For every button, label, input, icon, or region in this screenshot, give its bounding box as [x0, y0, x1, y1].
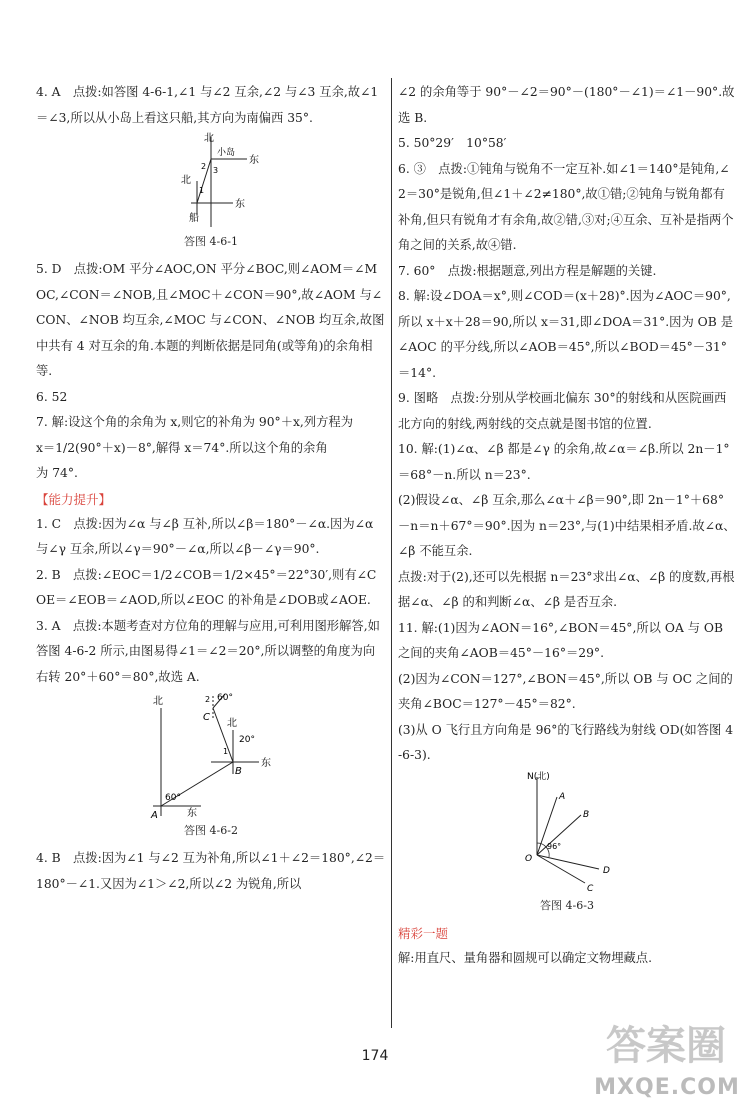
- column-divider: [391, 78, 392, 1028]
- answer-r11-part1: 11. 解:(1)因为∠AON＝16°,∠BON＝45°,所以 OA 与 OB 之间的夹角∠AOB＝45°－16°＝29°.: [398, 620, 724, 660]
- fig3-point-a: A: [559, 791, 566, 802]
- answer-4-continued: ∠2 的余角等于 90°－∠2＝90°－(180°－∠1)＝∠1－90°.故选 B.: [398, 85, 735, 125]
- fig2-point-a: A: [151, 810, 158, 820]
- fig1-north-top: 北: [204, 133, 214, 144]
- answer-r11-part3: (3)从 O 飞行且方向角是 96°的飞行路线为射线 OD(如答图 4-6-3).: [398, 722, 734, 762]
- fig1-ship: 船: [189, 213, 199, 224]
- answer-r10-part2: (2)假设∠α、∠β 互余,那么∠α＋∠β＝90°,即 2n－1°＋68°－n＝n＋67°＝90°.因为 n＝23°,与(1)中结果相矛盾.故∠α、∠β 不能互余.: [398, 493, 736, 558]
- fig3-point-d: D: [603, 865, 610, 876]
- answer-r10-hint: 点拨:对于(2),还可以先根据 n＝23°求出∠α、∠β 的度数,再根据∠α、∠β 的和判断∠α、∠β 是否互余.: [398, 569, 735, 609]
- right-column: [398, 80, 736, 971]
- fig1-angle-1: 1: [199, 186, 205, 195]
- fig2-angle20: 20°: [239, 735, 255, 745]
- fig1-angle-3: 3: [213, 166, 219, 175]
- answer-r6: 6. ③ 点拨:①钝角与锐角不一定互补.如∠1＝140°是钝角,∠2＝30°是锐角,但∠1＋∠2≠180°,故①错;②钝角与锐角都有补角,但只有锐角才有余角,故②错,③对;④互余、互补是指两个角之间的关系,故④错.: [398, 161, 734, 252]
- ability-answer-2: 2. B 点拨:∠EOC＝1/2∠COB＝1/2×45°＝22°30′,则有∠COE＝∠EOB＝∠AOD,所以∠EOC 的补角是∠DOB或∠AOE.: [36, 567, 377, 607]
- fig3-point-b: B: [583, 809, 590, 820]
- fig1-island: 小岛: [217, 148, 236, 158]
- fig3-point-o: O: [525, 853, 533, 864]
- answer-r5: 5. 50°29′ 10°58′: [398, 136, 507, 150]
- figure-4-6-3: [507, 769, 627, 895]
- fig2-caption: 答图 4-6-2: [184, 824, 238, 837]
- ability-answer-1: 1. C 点拨:因为∠α 与∠β 互补,所以∠β＝180°－∠α.因为∠α 与∠γ 互余,所以∠γ＝90°－∠α,所以∠β－∠γ＝90°.: [36, 516, 374, 556]
- answer-r9: 9. 图略 点拨:分别从学校画北偏东 30°的射线和从医院画西北方向的射线,两射线的交点就是图书馆的位置.: [398, 391, 727, 431]
- answer-r8: 8. 解:设∠DOA＝x°,则∠COD＝(x＋28)°.因为∠AOC＝90°,所以 x＋x＋28＝90,所以 x＝31,即∠DOA＝31°.因为 OB 是∠AOC 的平分线,所以∠AOB＝45°,所以∠BOD＝45°－31°＝14°.: [398, 289, 734, 380]
- answer-7-line2: x＝1/2(90°＋x)－8°,解得 x＝74°.所以这个角的余角: [36, 440, 328, 455]
- fig1-north-left: 北: [181, 175, 191, 186]
- fig3-ray-c: [537, 855, 585, 883]
- fig1-angle-2: 2: [201, 162, 207, 171]
- fig2-angle-1: 1: [223, 747, 229, 756]
- fig2-north-a-label: 北: [153, 696, 163, 707]
- highlight-answer: 解:用直尺、量角器和圆规可以确定文物埋藏点.: [398, 950, 652, 965]
- ability-answer-3: 3. A 点拨:本题考查对方位角的理解与应用,可利用图形解答,如答图 4-6-2 所示,由图易得∠1＝∠2＝20°,所以调整的角度为向右转 20°＋60°＝80°,故选 A.: [36, 618, 380, 684]
- fig1-east-bottom: 东: [235, 199, 245, 210]
- answer-4a: 4. A 点拨:如答图 4-6-1,∠1 与∠2 互余,∠2 与∠3 互余,故∠1＝∠3,所以从小岛上看这只船,其方向为南偏西 35°.: [36, 85, 379, 125]
- answer-r7: 7. 60° 点拨:根据题意,列出方程是解题的关键.: [398, 263, 657, 278]
- fig2-north-b-label: 北: [227, 718, 237, 729]
- fig2-point-c: C: [203, 712, 210, 723]
- figure-4-6-1: [151, 131, 271, 231]
- answer-5: 5. D 点拨:OM 平分∠AOC,ON 平分∠BOC,则∠AOM＝∠MOC,∠CON＝∠NOB,且∠MOC＋∠CON＝90°,故∠AOM 与∠CON、∠NOB 均互余,∠MOC 与∠CON、∠NOB 均互余,故图中共有 4 对互余的角.本题的判断依据是同角(或等角)的余角相等.: [36, 262, 385, 378]
- fig2-angle60-a: 60°: [165, 793, 181, 803]
- page-number: 174: [361, 1048, 389, 1064]
- watermark-site: MXQE.COM: [594, 1075, 740, 1100]
- fig2-point-b: B: [235, 766, 242, 777]
- watermark-top-text: 答案圈: [606, 1023, 726, 1069]
- answer-7-line3: 为 74°.: [36, 466, 78, 480]
- figure-4-6-2: [131, 690, 291, 820]
- fig3-caption: 答图 4-6-3: [540, 898, 594, 912]
- watermark-logo: [592, 1010, 742, 1100]
- section-highlight: 精彩一题: [398, 925, 449, 941]
- answer-7-line1: 7. 解:设这个角的余角为 x,则它的补角为 90°＋x,列方程为: [36, 415, 354, 429]
- fig3-ray-d: [537, 855, 599, 869]
- ability-answer-4: 4. B 点拨:因为∠1 与∠2 互为补角,所以∠1＋∠2＝180°,∠2＝180°－∠1.又因为∠1＞∠2,所以∠2 为锐角,所以: [36, 851, 386, 891]
- answer-r11-part2: (2)因为∠CON＝127°,∠BON＝45°,所以 OB 与 OC 之间的夹角∠BOC＝127°－45°＝82°.: [398, 671, 733, 711]
- fig3-angle: 96°: [547, 841, 562, 851]
- left-column: [36, 80, 386, 897]
- fig2-angle-2: 2: [205, 695, 211, 704]
- fig3-north: N(北): [527, 771, 550, 782]
- answer-6: 6. 52: [36, 389, 68, 404]
- fig2-east-b-label: 东: [261, 758, 271, 769]
- section-ability: 【能力提升】: [36, 491, 112, 507]
- fig2-east-a-label: 东: [187, 808, 197, 819]
- fig1-east-top: 东: [249, 155, 259, 166]
- fig1-caption: 答图 4-6-1: [184, 235, 238, 248]
- answer-r10-part1: 10. 解:(1)∠α、∠β 都是∠γ 的余角,故∠α＝∠β.所以 2n－1°＝68°－n.所以 n＝23°.: [398, 442, 730, 482]
- fig2-angle60-c: 60°: [217, 693, 233, 703]
- fig3-point-c: C: [587, 883, 594, 894]
